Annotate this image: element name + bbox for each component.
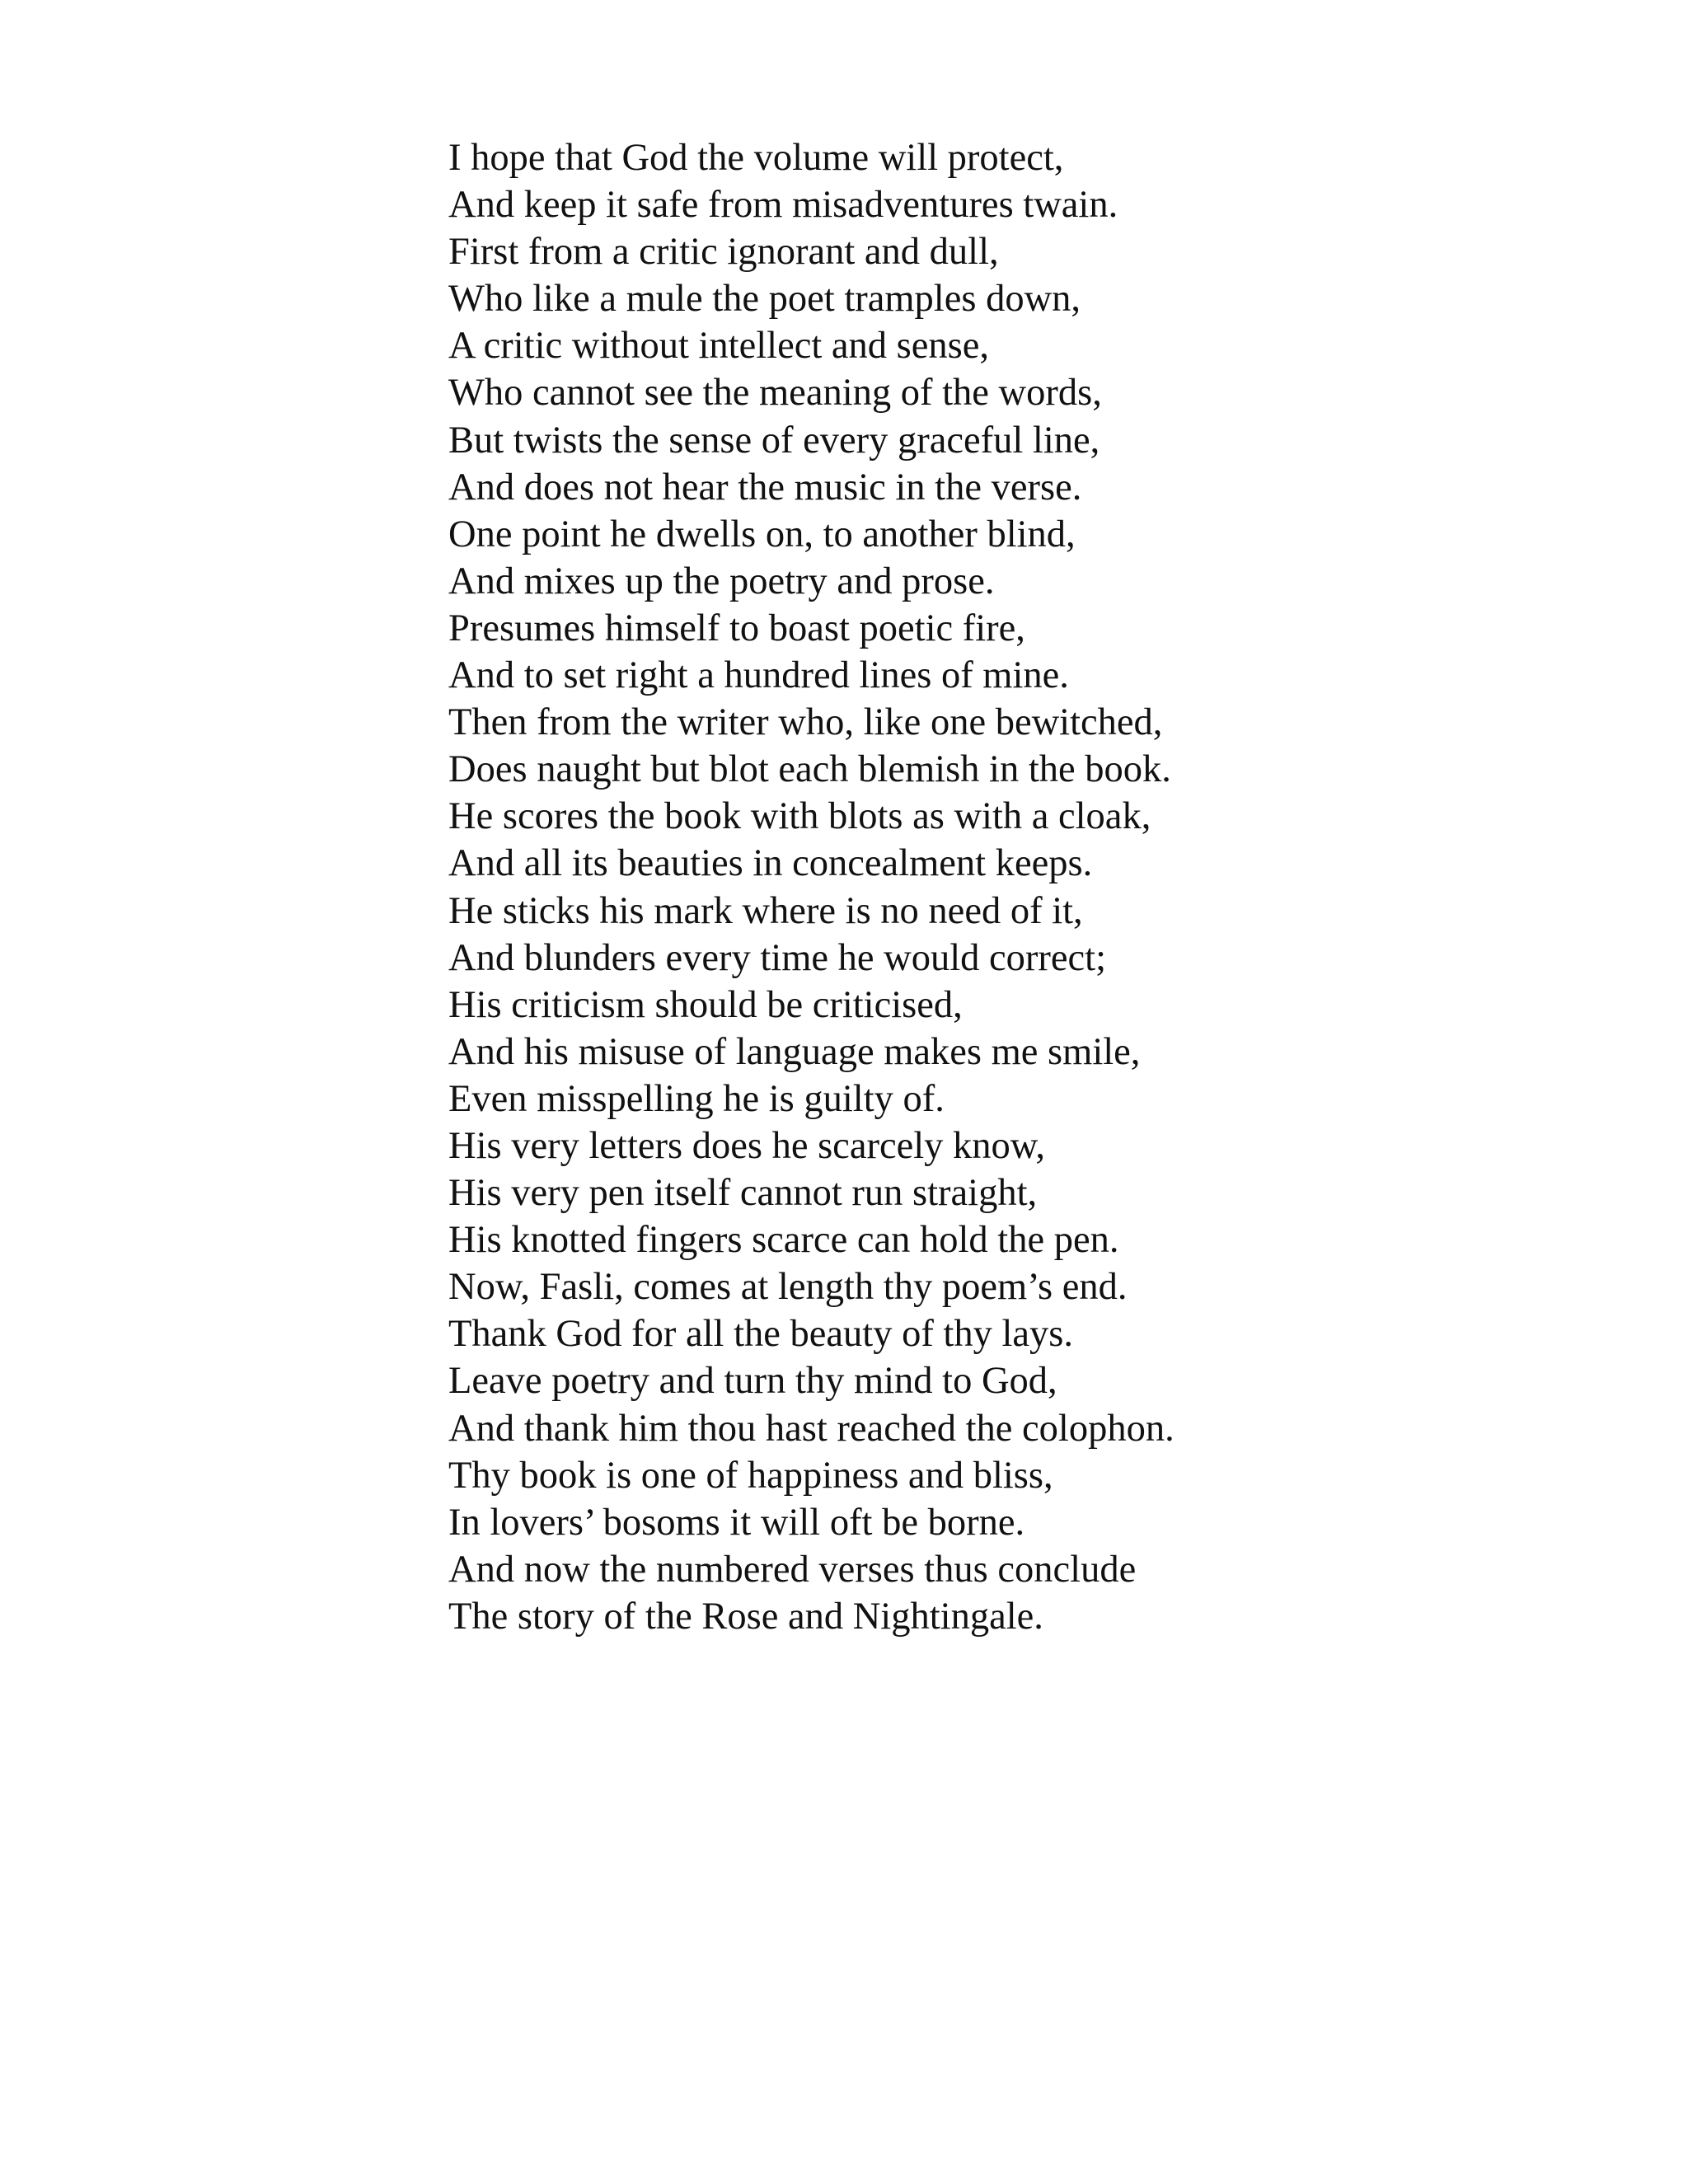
poem-line-9: One point he dwells on, to another blind, <box>448 513 1076 555</box>
poem-line-27: Leave poetry and turn thy mind to God, <box>448 1360 1057 1403</box>
poem-line-18: And blunders every time he would correct; <box>448 936 1106 979</box>
poem-text-block <box>448 137 1652 1681</box>
poem-line-21: Even misspelling he is guilty of. <box>448 1077 945 1120</box>
poem-line-24: His knotted fingers scarce can hold the pen. <box>448 1219 1119 1262</box>
poem-line-12: And to set right a hundred lines of mine. <box>448 654 1069 697</box>
poem-line-19: His criticism should be criticised, <box>448 983 963 1026</box>
poem-line-11: Presumes himself to boast poetic fire, <box>448 607 1025 649</box>
poem-line-7: But twists the sense of every graceful line, <box>448 419 1100 462</box>
poem-line-3: First from a critic ignorant and dull, <box>448 231 999 274</box>
poem-line-1: I hope that God the volume will protect, <box>448 137 1064 179</box>
poem-line-4: Who like a mule the poet tramples down, <box>448 278 1081 321</box>
poem-line-29: Thy book is one of happiness and bliss, <box>448 1454 1053 1497</box>
poem-line-6: Who cannot see the meaning of the words, <box>448 372 1102 415</box>
poem-line-25: Now, Fasli, comes at length thy poem’s end. <box>448 1266 1128 1309</box>
poem-line-32: The story of the Rose and Nightingale. <box>448 1595 1043 1638</box>
poem-line-20: And his misuse of language makes me smile, <box>448 1030 1141 1073</box>
poem-line-13: Then from the writer who, like one bewitched, <box>448 701 1163 744</box>
poem-line-22: His very letters does he scarcely know, <box>448 1124 1045 1167</box>
poem-line-23: His very pen itself cannot run straight, <box>448 1172 1038 1215</box>
poem-lines <box>448 134 1175 1640</box>
poem-line-8: And does not hear the music in the verse. <box>448 466 1082 509</box>
poem-line-17: He sticks his mark where is no need of it, <box>448 889 1083 932</box>
poem-line-30: In lovers’ bosoms it will oft be borne. <box>448 1501 1025 1544</box>
poem-line-2: And keep it safe from misadventures twain. <box>448 184 1118 227</box>
poem-line-15: He scores the book with blots as with a cloak, <box>448 795 1151 838</box>
poem-line-10: And mixes up the poetry and prose. <box>448 560 995 602</box>
poem-line-14: Does naught but blot each blemish in the book. <box>448 748 1171 791</box>
poem-line-5: A critic without intellect and sense, <box>448 325 989 368</box>
poem-line-26: Thank God for all the beauty of thy lays. <box>448 1313 1074 1356</box>
poem-line-16: And all its beauties in concealment keeps. <box>448 842 1093 885</box>
poem-line-28: And thank him thou hast reached the colophon. <box>448 1407 1175 1450</box>
poem-line-31: And now the numbered verses thus conclude <box>448 1548 1137 1591</box>
